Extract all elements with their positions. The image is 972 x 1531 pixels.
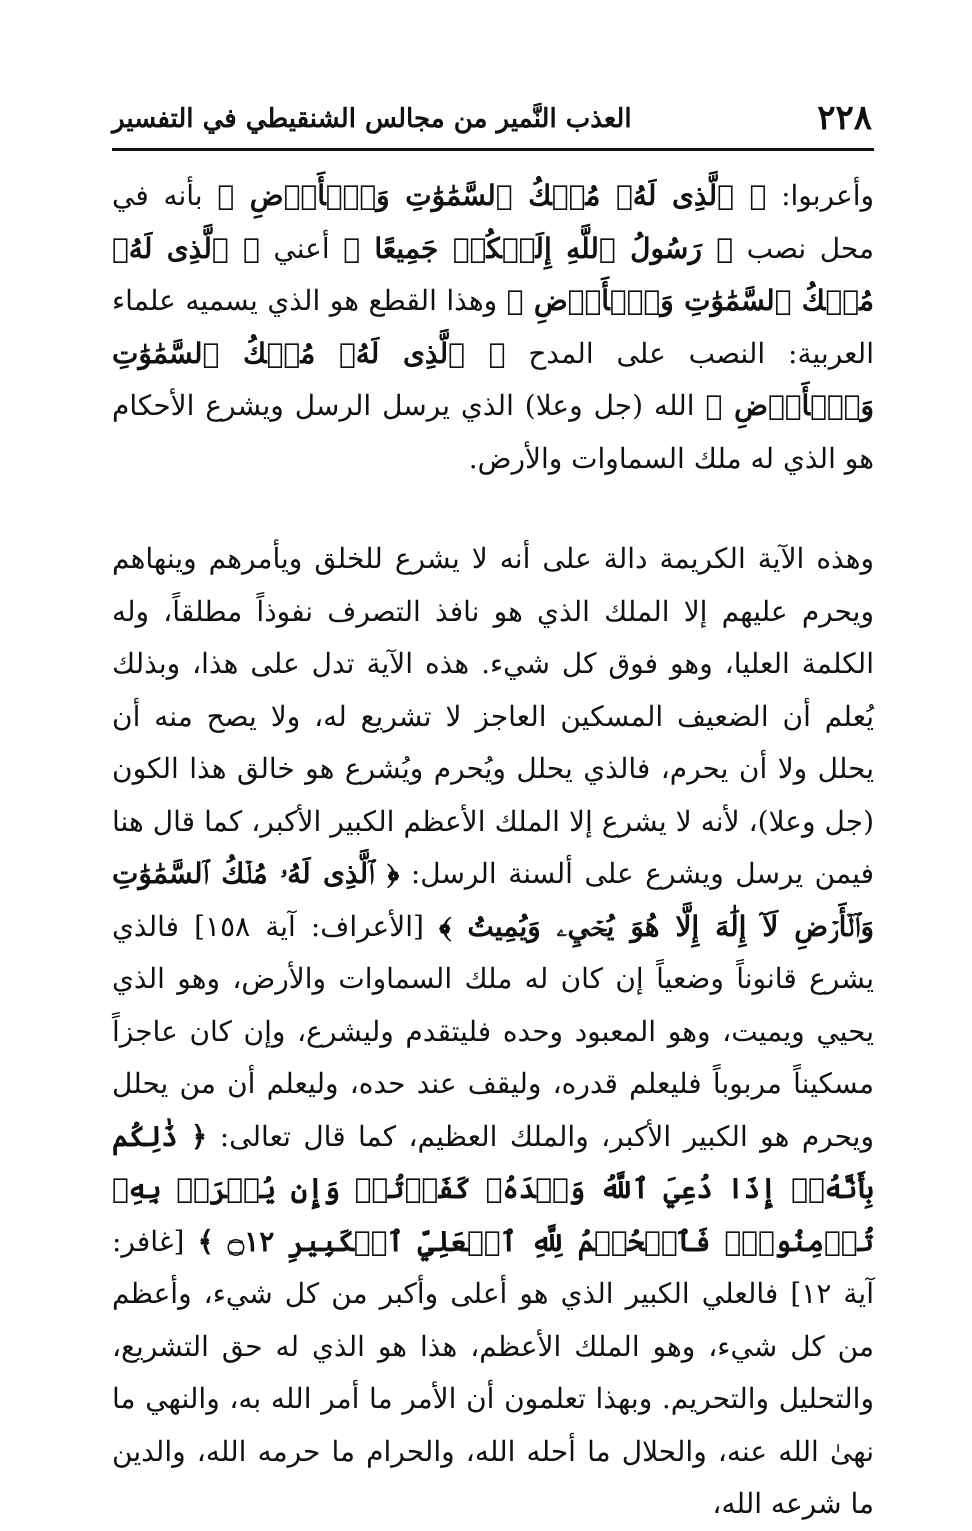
text-segment: [غافر: آية ١٢] فالعلي الكبير الذي هو أعلى وأكبر من كل شيء، وأعظم من كل شيء، وهو الملك الأعظم، هذا هو الذي له حق التشريع، والتحليل والتحريم. وبهذا تعلمون أن الأمر ما أمر الله به، والنهي ما نهىٰ الله عنه، والحلال ما أحله الله، والحرام ما حرمه الله، والدين ما شرعه الله، — [112, 1224, 875, 1520]
text-segment: الله (جل وعلا) الذي يرسل الرسل ويشرع الأحكام هو الذي له ملك السماوات والأرض. — [112, 389, 874, 475]
quran-verse: ﴿ رَسُولُ ٱللَّهِ إِلَيۡكُمۡ جَمِيعًا ﴾ — [343, 231, 734, 265]
text-segment: أعني — [259, 231, 344, 265]
text-segment: وهذه الآية الكريمة دالة على أنه لا يشرع للخلق ويأمرهم وينهاهم ويحرم عليهم إلا الملك الذي هو نافذ التصرف نفوذاً مطلقاً، وله الكلمة العليا، وهو فوق كل شيء. هذه الآية تدل على هذا، وبذلك يُعلم أن الضعيف المسكين العاجز لا تشريع له، ولا يصح منه أن يحلل ولا أن يحرم، فالذي يحلل ويُحرم ويُشرع هو خالق هذا الكون (جل وعلا)، لأنه لا يشرع إلا الملك الأعظم الكبير الأكبر، كما قال هنا فيمن يرسل ويشرع على ألسنة الرسل: — [112, 542, 874, 890]
quran-verse: ﴿ ذَٰلِكُم بِأَنَّهُۥٓ إِذَا دُعِيَ ٱللَّهُ وَحۡدَهُۥ كَفَرۡتُمۡ وَإِن يُشۡرَكۡ بِهِۦ تُؤۡمِنُواْۚ فَٱلۡحُكۡمُ لِلَّهِ ٱلۡعَلِيِّ ٱلۡكَبِيرِ ۝١٢ ﴾ — [112, 1119, 874, 1258]
text-segment: وأعربوا: — [766, 179, 874, 212]
quran-verse: ﴿ ٱلَّذِى لَهُۥ مُلۡكُ ٱلسَّمَٰوَٰتِ وَٱلۡأَرۡضِ ﴾ — [112, 336, 875, 422]
text-segment: بأنه في محل نصب — [112, 179, 874, 265]
quran-verse: ﴿ ٱلَّذِى لَهُۥ مُلۡكُ ٱلسَّمَٰوَٰتِ وَٱلۡأَرۡضِ ﴾ — [217, 179, 767, 212]
running-title: العذب النَّمير من مجالس الشنقيطي في التفسير — [112, 104, 632, 134]
text-segment: [الأعراف: آية ١٥٨] فالذي يشرع قانوناً وضعياً إن كان له ملك السماوات والأرض، وهو الذي يحيي ويميت، وهو المعبود وحده فليتقدم وليشرع، وإن كان عاجزاً مسكيناً مربوباً فليعلم قدره، وليقف عند حده، وليعلم أن من يحلل ويحرم هو الكبير الأكبر، والملك العظيم، كما قال تعالى: — [112, 909, 874, 1153]
paragraph — [112, 170, 874, 485]
paragraph — [112, 533, 874, 1531]
quran-verse: ﴿ ٱلَّذِى لَهُۥ مُلۡكُ ٱلسَّمَٰوَٰتِ وَٱلۡأَرۡضِ لَآ إِلَٰهَ إِلَّا هُوَ يُحۡيِۦ وَيُمِيتُ ﴾ — [112, 857, 875, 943]
body-text — [112, 170, 874, 1531]
quran-verse: ﴿ ٱلَّذِى لَهُۥ مُلۡكُ ٱلسَّمَٰوَٰتِ وَٱلۡأَرۡضِ ﴾ — [112, 231, 874, 317]
page-number: ٢٢٨ — [817, 98, 872, 138]
text-segment: وهذا القطع هو الذي يسميه علماء العربية: النصب على المدح — [112, 284, 874, 370]
page-header — [112, 92, 874, 151]
